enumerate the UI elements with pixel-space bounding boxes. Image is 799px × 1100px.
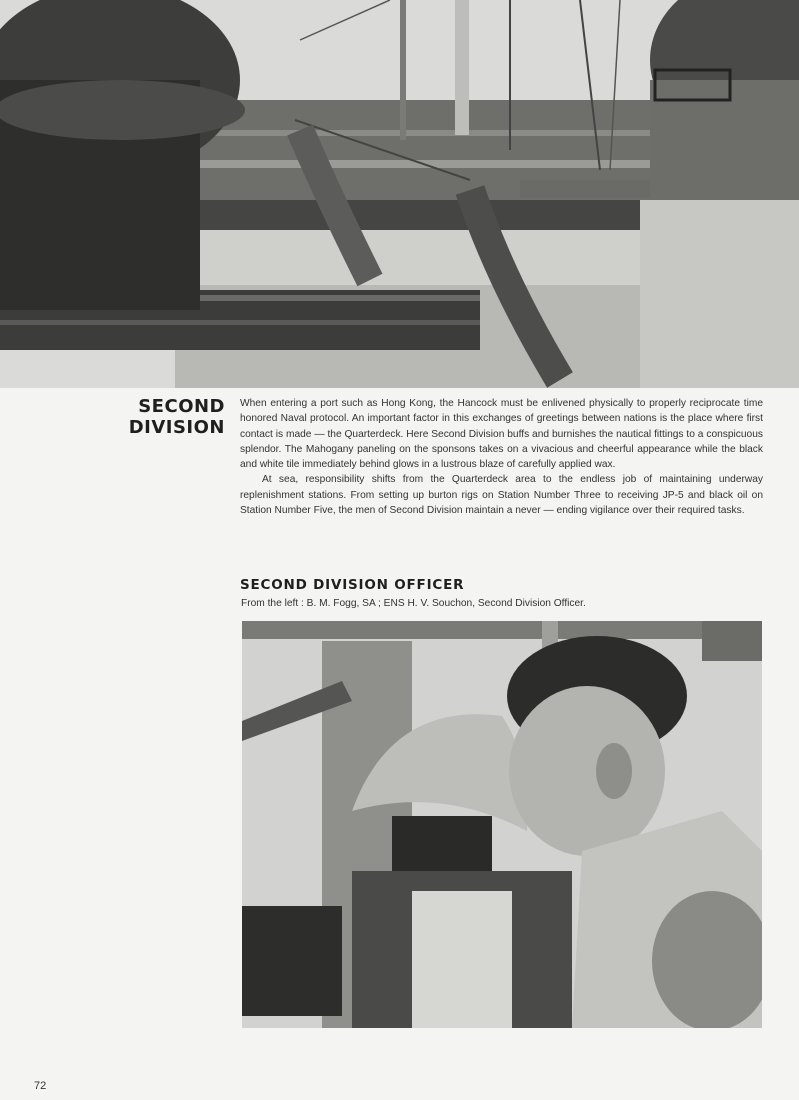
body-paragraph: At sea, responsibility shifts from the Quarterdeck area to the endless job of maintaining underway replenishment stations. From setting up burton rigs on Station Number Three to receiving JP-5 and black oil on Station Number Five, the men of Second Division maintain a never — ending vigilance over their required tasks. <box>240 474 763 517</box>
replenishment-photo-graphic <box>0 0 799 388</box>
section-heading-line2: DIVISION <box>128 417 225 438</box>
officers-photo-graphic <box>242 621 762 1028</box>
bottom-photo-officers <box>242 621 762 1028</box>
officer-heading: SECOND DIVISION OFFICER <box>240 577 465 593</box>
section-heading-line1: SECOND <box>138 396 225 417</box>
top-photo-replenishment <box>0 0 799 388</box>
page-number: 72 <box>34 1080 47 1092</box>
section-heading <box>100 396 225 438</box>
section-body <box>240 396 763 518</box>
body-paragraph: When entering a port such as Hong Kong, the Hancock must be enlivened physically to properly reciprocate time honored Naval protocol. An important factor in this exchanges of greetings between nations is the place where first contact is made — the Quarterdeck. Here Second Division buffs and burnishes the nautical fittings to a conspicuous splendor. The Mahogany paneling on the sponsons takes on a vivacious and cheerful appearance while the black and white tile immediately behind glows in a lustrous blaze of carefully applied wax. <box>240 398 763 471</box>
photo-caption: From the left : B. M. Fogg, SA ; ENS H. V. Souchon, Second Division Officer. <box>241 598 586 609</box>
